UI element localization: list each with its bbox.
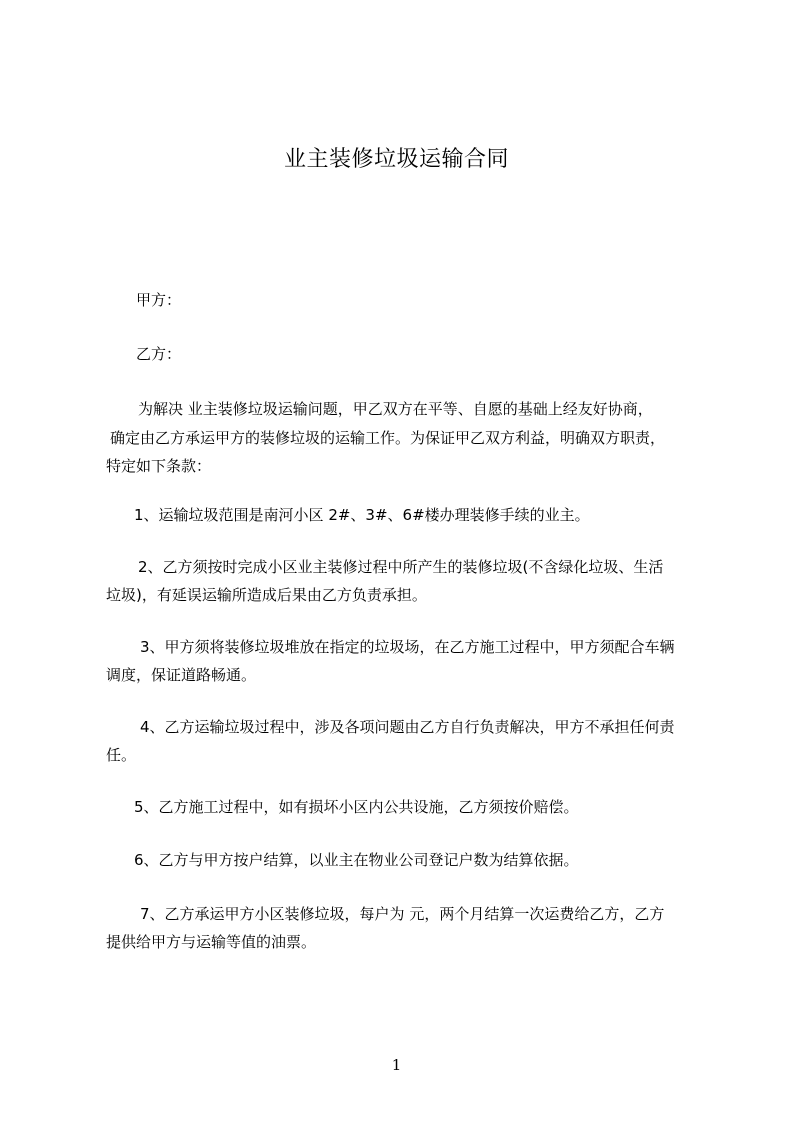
clause-1-line-1: 1、运输垃圾范围是南河小区 2#、3#、6#楼办理装修手续的业主。 [134, 506, 590, 524]
clause-3-line-2: 调度，保证道路畅通。 [106, 666, 257, 684]
intro-line-2: 确定由乙方承运甲方的装修垃圾的运输工作。为保证甲乙双方利益，明确双方职责， [110, 429, 666, 447]
party-a-label: 甲方： [136, 291, 182, 309]
clause-2-line-1: 2、乙方须按时完成小区业主装修过程中所产生的装修垃圾(不含绿化垃圾、生活 [138, 558, 664, 576]
intro-line-1: 为解决 业主装修垃圾运输问题，甲乙双方在平等、自愿的基础上经友好协商， [138, 400, 653, 418]
clause-2-line-2: 垃圾)，有延误运输所造成后果由乙方负责承担。 [106, 586, 427, 604]
clause-3-line-1: 3、甲方须将装修垃圾堆放在指定的垃圾场，在乙方施工过程中，甲方须配合车辆 [140, 638, 675, 656]
clause-5-line-1: 5、乙方施工过程中，如有损坏小区内公共设施，乙方须按价赔偿。 [134, 798, 579, 816]
clause-7-line-1: 7、乙方承运甲方小区装修垃圾，每户为 元，两个月结算一次运费给乙方，乙方 [140, 905, 665, 923]
clause-7-line-2: 提供给甲方与运输等值的油票。 [106, 933, 317, 951]
document-title: 业主装修垃圾运输合同 [283, 147, 509, 172]
clause-4-line-2: 任。 [106, 746, 137, 764]
page-number: 1 [391, 1056, 402, 1074]
clause-6-line-1: 6、乙方与甲方按户结算，以业主在物业公司登记户数为结算依据。 [134, 851, 579, 869]
clause-4-line-1: 4、乙方运输垃圾过程中，涉及各项问题由乙方自行负责解决，甲方不承担任何责 [140, 718, 675, 736]
intro-line-3: 特定如下条款： [106, 457, 212, 475]
party-b-label: 乙方： [136, 345, 182, 363]
